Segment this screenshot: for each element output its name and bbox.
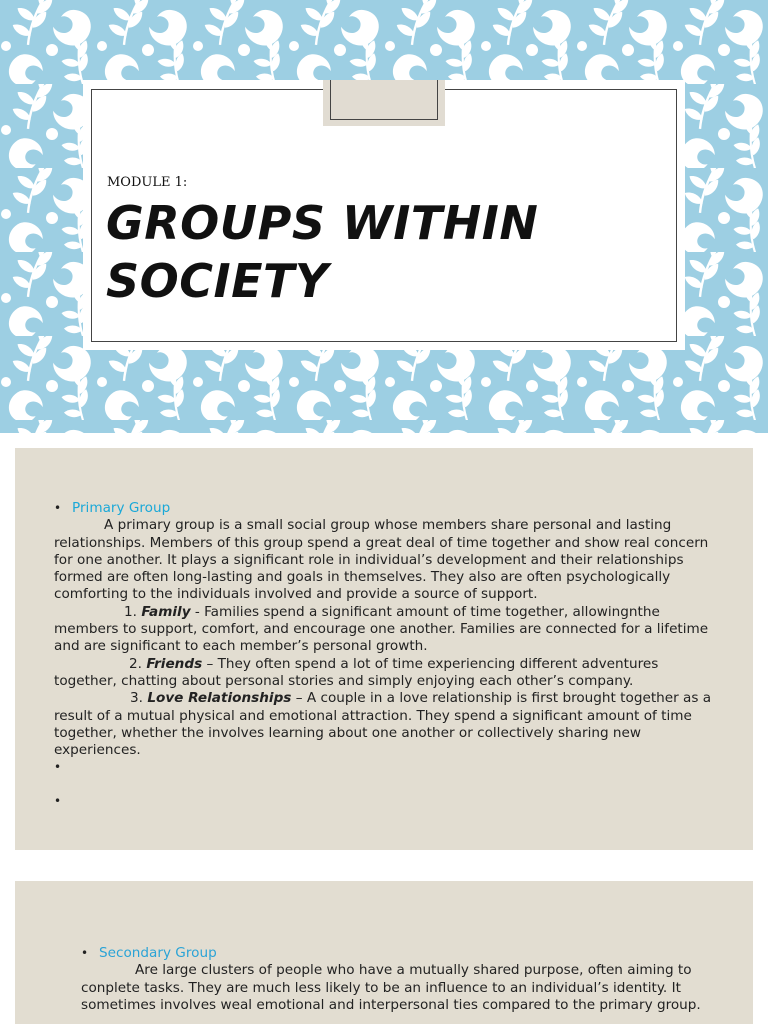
bullet-icon: • xyxy=(54,794,62,809)
list-item-love-relationships: 3. Love Relationships – A couple in a love relationship is first brought together as a result of a mutual physical and emotional attraction. They spend a significant amount of time together, whether the involves learning about one another or collectively sharing new experiences. xyxy=(54,690,712,759)
title-frame xyxy=(91,89,677,342)
primary-group-intro: A primary group is a small social group whose members share personal and lasting relationships. Members of this group spend a great deal of time together and show real concern for one another. It plays a significant role in individual’s development and their relationships formed are often long-lasting and goals in themselves. They also are often psychologically comforting to the individuals involved and provide a source of support. xyxy=(54,517,709,603)
primary-group-slide xyxy=(15,448,753,850)
primary-group-heading: Primary Group xyxy=(72,500,171,516)
list-item-friends: 2. Friends – They often spend a lot of time experiencing different adventures together, chatting about personal stories and simply enjoying each other’s company. xyxy=(54,655,659,689)
secondary-group-content xyxy=(81,945,701,1014)
secondary-group-intro: Are large clusters of people who have a mutually shared purpose, often aiming to conplete tasks. They are much less likely to be an influence to an individual’s identity. It sometimes involves weal emotional and interpersonal ties compared to the primary group. xyxy=(81,962,701,1013)
page-title: GROUPS WITHIN SOCIETY xyxy=(106,196,539,308)
empty-bullet-1 xyxy=(54,759,719,793)
bullet-icon: • xyxy=(81,946,89,960)
empty-bullet-2 xyxy=(54,793,719,827)
bullet-icon: • xyxy=(54,501,62,515)
title-slide xyxy=(0,0,768,433)
secondary-group-slide xyxy=(15,881,753,1024)
secondary-group-heading-row xyxy=(81,945,701,962)
list-item-family: 1. Family - Families spend a significant amount of time together, allowingnthe members to support, comfort, and encourage one another. Families are connected for a lifetime and are significant to each member’s personal growth. xyxy=(54,603,709,655)
primary-group-content xyxy=(54,500,719,827)
title-tab-frame xyxy=(330,80,438,120)
module-label: MODULE 1: xyxy=(107,175,188,190)
primary-group-heading-row xyxy=(54,500,719,517)
title-tab xyxy=(323,80,445,126)
bullet-icon: • xyxy=(54,760,62,775)
title-card xyxy=(83,80,685,350)
secondary-group-heading: Secondary Group xyxy=(99,945,217,961)
